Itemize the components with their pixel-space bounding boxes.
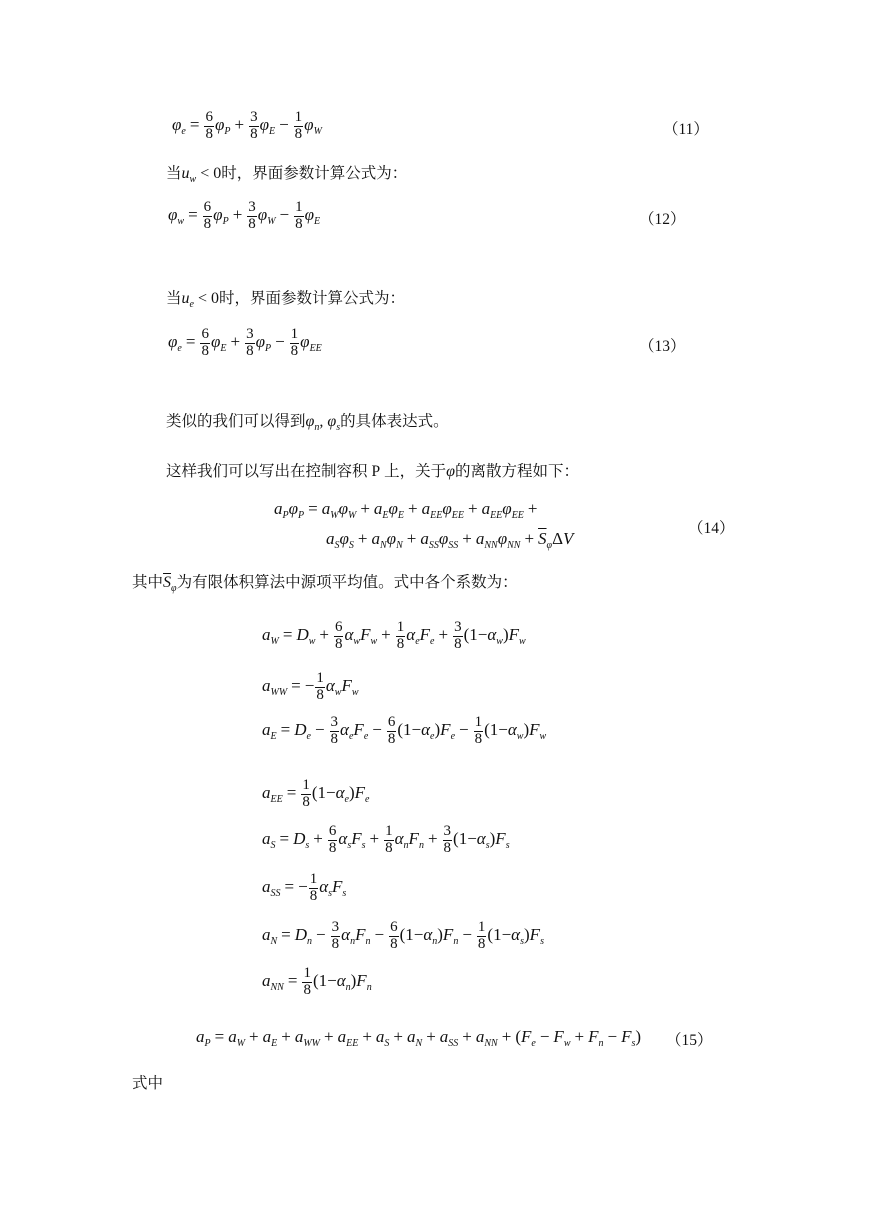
equation-14-line2: $a_S\varphi_S + a_N\varphi_N + a_{SS}\varphi_{SS} + a_{NN}\varphi_{NN} + \overline{S}_\varphi\Delta V$ xyxy=(326,529,574,551)
coef-aEE: $a_{EE}$ = $\frac{1}{8}$ $(1-\alpha_e)F_e$ xyxy=(262,777,370,810)
equation-14-line1: $a_P\varphi_P = a_W\varphi_W + a_E\varphi_E + a_{EE}\varphi_{EE} + a_{EE}\varphi_{EE}$ + xyxy=(274,499,538,521)
coef-aNN: $a_{NN}$ = $\frac{1}{8}$ $(1-\alpha_n)F_n$ xyxy=(262,965,372,998)
coef-aWW: $a_{WW}$ = − $\frac{1}{8}$ $\alpha_wF_w$ xyxy=(262,670,359,703)
coef-aW: $a_W = D_w$ + $\frac{6}{8}$ $\alpha_wF_w$ + $\frac{1}{8}$ $\alpha_eF_e$ + $\frac{3}{8}$ $(1-\alpha_w)F_w$ xyxy=(262,619,526,652)
coef-aS: $a_S = D_s$ + $\frac{6}{8}$ $\alpha_sF_s$ + $\frac{1}{8}$ $\alpha_nF_n$ + $\frac{3}{8}$ $(1-\alpha_s)F_s$ xyxy=(262,823,510,856)
coef-aN: $a_N = D_n$ − $\frac{3}{8}$ $\alpha_nF_n$ − $\frac{6}{8}$ $(1-\alpha_n)F_n$ − $\frac{1}{8}$ $(1-\alpha_s)F_s$ xyxy=(262,919,544,952)
equation-number-11: （11） xyxy=(663,121,709,138)
coef-aE: $a_E = D_e$ − $\frac{3}{8}$ $\alpha_eF_e$ − $\frac{6}{8}$ $(1-\alpha_e)F_e$ − $\frac{1}{8}$ $(1-\alpha_w)F_w$ xyxy=(262,714,547,747)
equation-15: $a_P = a_W + a_E + a_{WW} + a_{EE} + a_S + a_N + a_{SS} + a_{NN} + (F_e - F_w + F_n - F_s)$ xyxy=(196,1027,642,1049)
equation-12: $\varphi_w$ = $\frac{6}{8}$ $\varphi_P$ + $\frac{3}{8}$ $\varphi_W$ − $\frac{1}{8}$ $\varphi_E$ xyxy=(168,199,321,232)
equation-number-14: （14） xyxy=(688,520,735,537)
condition-uw: 当$u_w < 0$时，界面参数计算公式为： xyxy=(166,164,408,185)
equation-11: $\varphi_e$ = $\frac{6}{8}$ $\varphi_P$ + $\frac{3}{8}$ $\varphi_E$ − $\frac{1}{8}$ $\varphi_W$ xyxy=(172,109,322,142)
equation-13: $\varphi_e$ = $\frac{6}{8}$ $\varphi_E$ + $\frac{3}{8}$ $\varphi_P$ − $\frac{1}{8}$ $\varphi_{EE}$ xyxy=(168,326,322,359)
equation-number-12: （12） xyxy=(639,211,686,228)
where-paragraph: 其中$\overline{S}_\varphi$为有限体积算法中源项平均值。式中各个系数为： xyxy=(132,573,518,594)
equation-number-13: （13） xyxy=(639,338,686,355)
discrete-paragraph: 这样我们可以写出在控制容积 P 上，关于φ的离散方程如下： xyxy=(166,462,580,480)
coef-aSS: $a_{SS}$ = − $\frac{1}{8}$ $\alpha_sF_s$ xyxy=(262,871,347,904)
condition-ue: 当$u_e < 0$时，界面参数计算公式为： xyxy=(166,289,406,310)
equation-number-15: （15） xyxy=(666,1032,713,1049)
footer-text: 式中 xyxy=(132,1074,164,1092)
similar-paragraph: 类似的我们可以得到$\varphi_n$, $\varphi_s$的具体表达式。 xyxy=(166,412,449,433)
